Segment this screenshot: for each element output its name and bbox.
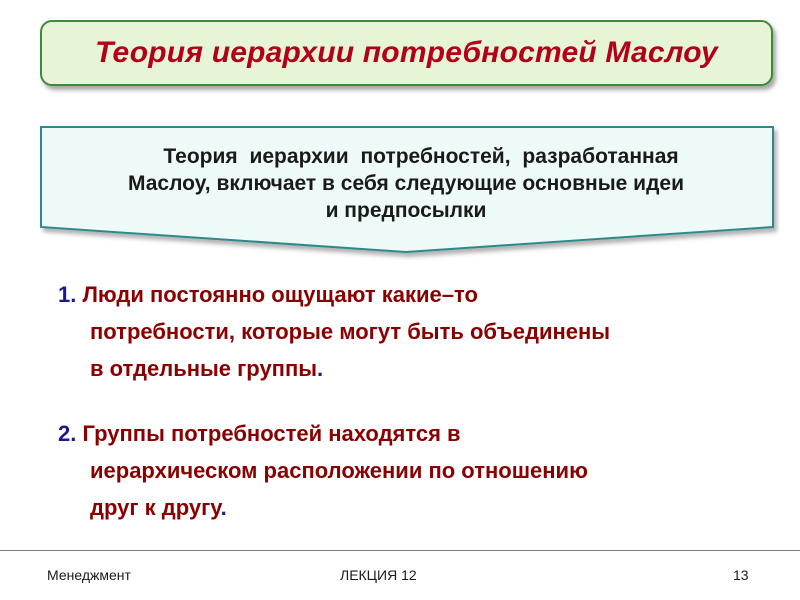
point-1-line-1 — [58, 276, 758, 313]
callout-line-1: Теория иерархии потребностей, разработанная — [163, 145, 679, 168]
title-box — [40, 20, 773, 86]
slide-title: Теория иерархии потребностей Маслоу — [95, 36, 718, 69]
point-1-text-1: Люди постоянно ощущают какие–то — [82, 282, 478, 307]
callout-box — [40, 126, 775, 256]
point-2-end: . — [220, 495, 227, 520]
callout-text — [52, 143, 760, 224]
point-1-number: 1. — [58, 282, 77, 307]
callout-line-2: Маслоу, включает в себя следующие основные идеи — [127, 172, 685, 195]
footer-course: Менеджмент — [47, 567, 131, 583]
point-2-text-3: друг к другу — [90, 495, 221, 520]
point-1-line-3 — [58, 350, 758, 387]
point-2-number: 2. — [58, 421, 77, 446]
footer-lecture: ЛЕКЦИЯ 12 — [340, 567, 417, 583]
point-1-text-2: потребности, которые могут быть объединены — [90, 319, 611, 344]
point-2-line-1 — [58, 415, 758, 452]
footer-divider — [0, 550, 800, 551]
point-1 — [58, 276, 758, 387]
footer-page-number: 13 — [733, 567, 749, 583]
point-2-text-1: Группы потребностей находятся в — [82, 421, 461, 446]
point-2-line-3 — [58, 489, 758, 526]
point-2-text-2: иерархическом расположении по отношению — [90, 458, 588, 483]
point-1-end: . — [317, 356, 324, 381]
point-2 — [58, 415, 758, 526]
callout-line-3: и предпосылки — [325, 199, 487, 222]
point-1-text-3: в отдельные группы — [90, 356, 318, 381]
